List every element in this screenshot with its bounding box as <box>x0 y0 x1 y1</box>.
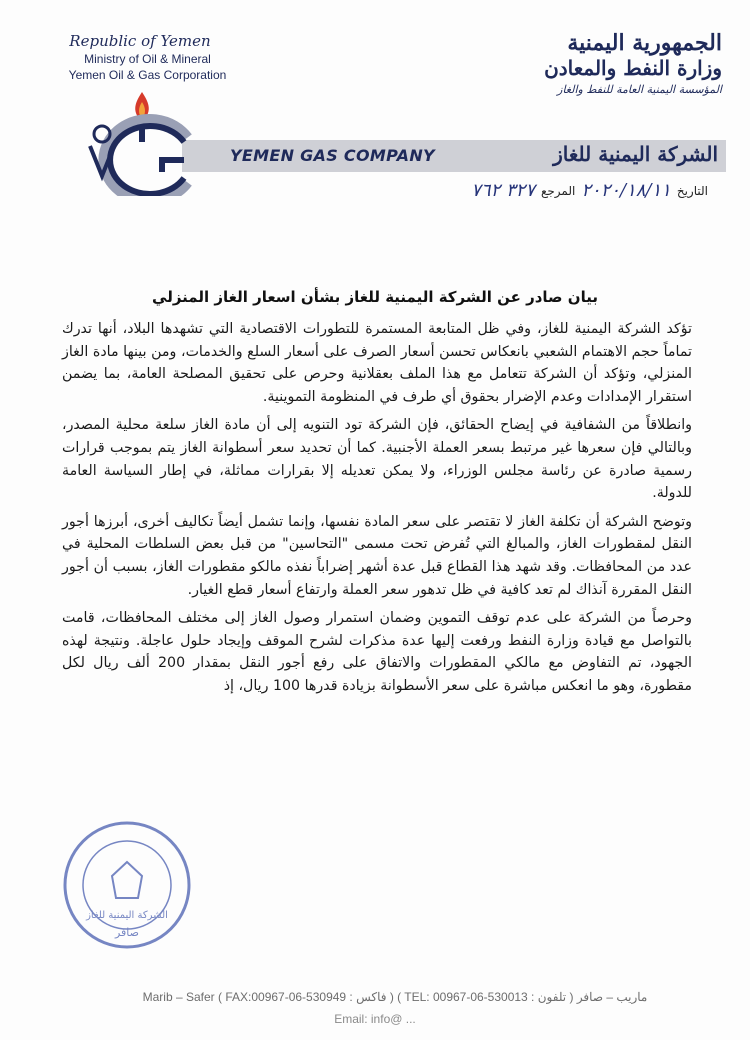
corporation-ar: المؤسسة اليمنية العامة للنفط والغاز <box>557 83 722 96</box>
paragraph: تؤكد الشركة اليمنية للغاز، وفي ظل المتابعة المستمرة للتطورات الاقتصادية التي تشهدها البلاد، أنها تدرك تماماً حجم الاهتمام الشعبي بانعكاس تحسن أسعار الصرف على أسعار السلع والخدمات، ومن بينها مادة الغاز المنزلي، وتؤكد أن الشركة تتعامل مع هذا الملف بعقلانية وحرص على تحقيق المصلحة العامة، بما يضمن استقرار الإمدادات وعدم الإضرار بحقوق أي طرف في المنظومة التموينية. <box>62 321 692 405</box>
ministry-ar: وزارة النفط والمعادن <box>544 56 722 80</box>
ministry-en-line1: Ministry of Oil & Mineral <box>84 52 211 66</box>
republic-en: Republic of Yemen <box>69 32 211 50</box>
ministry-en-line2: Yemen Oil & Gas Corporation <box>68 68 227 82</box>
date-ref-line <box>471 180 708 201</box>
stamp-subtext: صافر <box>114 926 140 939</box>
company-name-ar: الشركة اليمنية للغاز <box>553 142 718 166</box>
footer-email: Email: info@ ... <box>334 1012 416 1026</box>
company-stamp-icon <box>60 818 194 952</box>
yemen-gas-logo-icon <box>72 86 202 196</box>
statement-body <box>62 318 692 704</box>
republic-ar: الجمهورية اليمنية <box>567 30 722 56</box>
stamp-text: الشركة اليمنية للغاز <box>86 910 168 921</box>
header-english <box>40 32 300 82</box>
header-arabic <box>492 30 722 98</box>
ref-label: المرجع <box>541 183 576 198</box>
ref-value: ٣٢٧ ٧٦٢ <box>471 180 535 201</box>
date-label: التاريخ <box>676 183 708 198</box>
footer-contact: Marib – Safer ( FAX:00967-06-530949 : فاكس ) ( TEL: 00967-06-530013 : تلفون ) ماريب – صافر <box>142 990 648 1004</box>
paragraph: وحرصاً من الشركة على عدم توقف التموين وضمان استمرار وصول الغاز إلى مختلف المحافظات، قامت بالتواصل مع قيادة وزارة النفط ورفعت إليها عدة مذكرات لشرح الموقف وإيجاد حلول عاجلة. ونتيجة لهذه الجهود، تم التفاوض مع مالكي المقطورات والاتفاق على رفع أجور النقل بمقدار 200 ألف ريال لكل مقطورة، وهو ما انعكس مباشرة على سعر الأسطوانة بزيادة قدرها 100 ريال، إذ <box>62 610 692 694</box>
paragraph: وانطلاقاً من الشفافية في إيضاح الحقائق، فإن الشركة تود التنويه إلى أن مادة الغاز سلعة محلية المصدر، وبالتالي فإن سعرها غير مرتبط بسعر العملة الأجنبية. كما أن تحديد سعر أسطوانة الغاز يتم بموجب قرارات رسمية صادرة عن رئاسة مجلس الوزراء، ولا يمكن تعديله إلا بقرارات مماثلة، في إطار السياسة العامة للدولة. <box>62 417 692 502</box>
paragraph: وتوضح الشركة أن تكلفة الغاز لا تقتصر على سعر المادة نفسها، وإنما تشمل أيضاً تكاليف أخرى، أبرزها أجور النقل لمقطورات الغاز، والمبالغ التي تُفرض تحت مسمى "التحاسين" من قبل بعض السلطات المحلية في عدد من المحافظات. وقد شهد هذا القطاع قبل عدة أشهر إضراباً نفذه مالكو مقطورات الغاز، بسبب أن أجور النقل المقررة آنذاك لم تعد كافية في ظل تدهور سعر العملة وارتفاع أسعار قطع الغيار. <box>62 513 692 598</box>
date-value: ٢٠٢٠/١٨/١١ <box>581 180 671 201</box>
statement-title: بيان صادر عن الشركة اليمنية للغاز بشأن اسعار الغاز المنزلي <box>152 288 598 306</box>
company-name-en: YEMEN GAS COMPANY <box>230 146 435 165</box>
